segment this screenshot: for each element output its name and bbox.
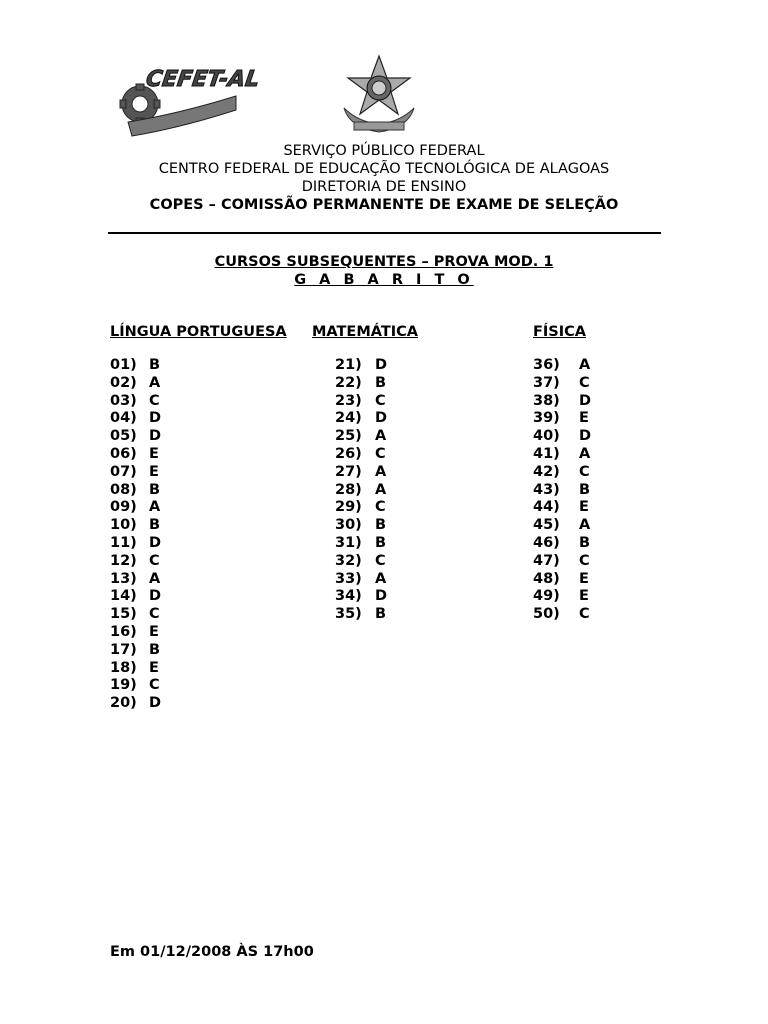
answer-row: [335, 428, 418, 446]
answer-row: [335, 357, 418, 375]
question-number: 37): [533, 374, 560, 391]
answer-row: [110, 446, 287, 464]
column-heading: LÍNGUA PORTUGUESA: [110, 324, 287, 340]
question-number: 42): [533, 463, 560, 480]
answer-letter: D: [375, 588, 388, 605]
answer-row: [110, 588, 287, 606]
question-number: 27): [335, 463, 362, 480]
answer-letter: C: [579, 552, 590, 569]
answer-letter: A: [579, 445, 591, 462]
answer-row: [110, 393, 287, 411]
question-number: 41): [533, 445, 560, 462]
answer-row: [110, 606, 287, 624]
answer-row: [533, 357, 591, 375]
question-number: 28): [335, 481, 362, 498]
header-line-institution: CENTRO FEDERAL DE EDUCAÇÃO TECNOLÓGICA DE ALAGOAS: [158, 161, 610, 177]
answer-letter: C: [149, 606, 160, 623]
answer-row: [533, 446, 591, 464]
answer-letter: C: [375, 499, 386, 516]
question-number: 07): [110, 463, 137, 480]
answer-row: [335, 446, 418, 464]
answer-letter: B: [579, 534, 591, 551]
answer-row: [110, 642, 287, 660]
answer-row: [533, 499, 591, 517]
answer-row: [533, 428, 591, 446]
coat-of-arms-emblem: [340, 52, 418, 136]
header-divider: [108, 232, 661, 234]
answer-letter: B: [375, 517, 387, 534]
answer-row: [335, 375, 418, 393]
answer-letter: C: [149, 552, 160, 569]
question-number: 26): [335, 445, 362, 462]
column-lingua-portuguesa: [110, 323, 287, 713]
answer-letter: C: [579, 374, 590, 391]
document-title: [0, 253, 768, 289]
answer-letter: D: [149, 588, 162, 605]
question-number: 09): [110, 499, 137, 516]
date-footer: Em 01/12/2008 ÀS 17h00: [110, 944, 314, 960]
question-number: 23): [335, 392, 362, 409]
answer-letter: D: [375, 357, 388, 373]
answer-letter: B: [149, 481, 161, 498]
answer-letter: B: [375, 534, 387, 551]
answer-letter: E: [149, 445, 159, 462]
answer-letter: D: [149, 410, 162, 427]
header-line-service: SERVIÇO PÚBLICO FEDERAL: [283, 143, 485, 159]
answer-row: [335, 517, 418, 535]
answer-letter: D: [579, 392, 592, 409]
answer-letter: C: [375, 392, 386, 409]
answer-letter: B: [579, 481, 591, 498]
question-number: 13): [110, 570, 137, 587]
answer-letter: A: [375, 570, 387, 587]
answer-row: [110, 624, 287, 642]
question-number: 08): [110, 481, 137, 498]
answer-letter: D: [149, 534, 162, 551]
question-number: 32): [335, 552, 362, 569]
question-number: 46): [533, 534, 560, 551]
question-number: 38): [533, 392, 560, 409]
answer-row: [533, 393, 591, 411]
answer-letter: A: [375, 481, 387, 498]
question-number: 21): [335, 357, 362, 373]
column-heading: FÍSICA: [533, 324, 587, 340]
answer-letter: D: [149, 695, 162, 712]
answer-letter: D: [579, 428, 592, 445]
question-number: 14): [110, 588, 137, 605]
question-number: 01): [110, 357, 137, 373]
question-number: 11): [110, 534, 137, 551]
answer-row: [110, 571, 287, 589]
course-title: CURSOS SUBSEQUENTES – PROVA MOD. 1: [214, 254, 554, 270]
answer-row: [110, 375, 287, 393]
question-number: 43): [533, 481, 560, 498]
answer-letter: A: [579, 357, 591, 373]
answer-letter: B: [149, 517, 161, 534]
answer-letter: C: [579, 606, 590, 623]
question-number: 45): [533, 517, 560, 534]
question-number: 36): [533, 357, 560, 373]
question-number: 04): [110, 410, 137, 427]
answer-row: [335, 464, 418, 482]
question-number: 44): [533, 499, 560, 516]
question-number: 30): [335, 517, 362, 534]
answer-row: [533, 464, 591, 482]
answer-row: [533, 606, 591, 624]
answer-row: [335, 482, 418, 500]
answer-row: [335, 393, 418, 411]
question-number: 06): [110, 445, 137, 462]
answer-row: [335, 606, 418, 624]
answer-letter: C: [375, 552, 386, 569]
answer-row: [110, 517, 287, 535]
answer-row: [335, 571, 418, 589]
answer-row: [110, 677, 287, 695]
svg-text:CEFET-AL: CEFET-AL: [144, 66, 262, 92]
answer-letter: D: [375, 410, 388, 427]
question-number: 33): [335, 570, 362, 587]
question-number: 47): [533, 552, 560, 569]
question-number: 34): [335, 588, 362, 605]
question-number: 16): [110, 623, 137, 640]
answer-letter: E: [579, 570, 589, 587]
answer-row: [335, 410, 418, 428]
answer-letter: C: [149, 392, 160, 409]
header-line-copes: COPES – COMISSÃO PERMANENTE DE EXAME DE SELEÇÃO: [149, 197, 619, 213]
question-number: 48): [533, 570, 560, 587]
answer-letter: B: [149, 357, 161, 373]
answer-row: [335, 588, 418, 606]
question-number: 03): [110, 392, 137, 409]
answer-row: [110, 535, 287, 553]
answer-row: [335, 553, 418, 571]
answer-row: [335, 535, 418, 553]
answer-row: [533, 553, 591, 571]
answer-row: [110, 660, 287, 678]
answer-row: [110, 499, 287, 517]
question-number: 40): [533, 428, 560, 445]
answer-letter: A: [375, 463, 387, 480]
answer-row: [533, 482, 591, 500]
question-number: 10): [110, 517, 137, 534]
answer-letter: A: [149, 570, 161, 587]
question-number: 19): [110, 677, 137, 694]
answer-letter: E: [579, 588, 589, 605]
answer-letter: E: [149, 659, 159, 676]
document-header: [0, 142, 768, 214]
gabarito-title: G A B A R I T O: [294, 272, 474, 288]
answer-letter: B: [375, 374, 387, 391]
question-number: 24): [335, 410, 362, 427]
answer-letter: E: [579, 499, 589, 516]
answer-row: [533, 535, 591, 553]
answer-letter: E: [579, 410, 589, 427]
answer-row: [533, 588, 591, 606]
question-number: 12): [110, 552, 137, 569]
answer-letter: A: [375, 428, 387, 445]
cefet-al-logo: [118, 52, 262, 136]
column-matematica: [312, 323, 418, 624]
question-number: 35): [335, 606, 362, 623]
answer-row: [110, 695, 287, 713]
answer-letter: D: [149, 428, 162, 445]
question-number: 15): [110, 606, 137, 623]
header-line-directorate: DIRETORIA DE ENSINO: [301, 179, 467, 195]
answer-row: [110, 357, 287, 375]
answer-row: [110, 482, 287, 500]
question-number: 49): [533, 588, 560, 605]
question-number: 25): [335, 428, 362, 445]
answer-letter: B: [375, 606, 387, 623]
answer-row: [110, 464, 287, 482]
question-number: 20): [110, 695, 137, 712]
answer-letter: A: [579, 517, 591, 534]
question-number: 05): [110, 428, 137, 445]
answer-letter: C: [579, 463, 590, 480]
answer-row: [110, 428, 287, 446]
answer-letter: E: [149, 463, 159, 480]
question-number: 22): [335, 374, 362, 391]
answer-letter: C: [375, 445, 386, 462]
answer-letter: A: [149, 374, 161, 391]
answer-row: [533, 517, 591, 535]
question-number: 18): [110, 659, 137, 676]
answer-row: [335, 499, 418, 517]
answer-letter: C: [149, 677, 160, 694]
answer-letter: A: [149, 499, 161, 516]
answer-row: [533, 375, 591, 393]
question-number: 39): [533, 410, 560, 427]
answer-row: [533, 410, 591, 428]
answer-letter: E: [149, 623, 159, 640]
question-number: 02): [110, 374, 137, 391]
answer-row: [110, 410, 287, 428]
question-number: 50): [533, 606, 560, 623]
question-number: 31): [335, 534, 362, 551]
answer-letter: B: [149, 641, 161, 658]
column-fisica: [533, 323, 591, 624]
answer-row: [110, 553, 287, 571]
question-number: 29): [335, 499, 362, 516]
question-number: 17): [110, 641, 137, 658]
column-heading: MATEMÁTICA: [312, 324, 418, 340]
answer-row: [533, 571, 591, 589]
